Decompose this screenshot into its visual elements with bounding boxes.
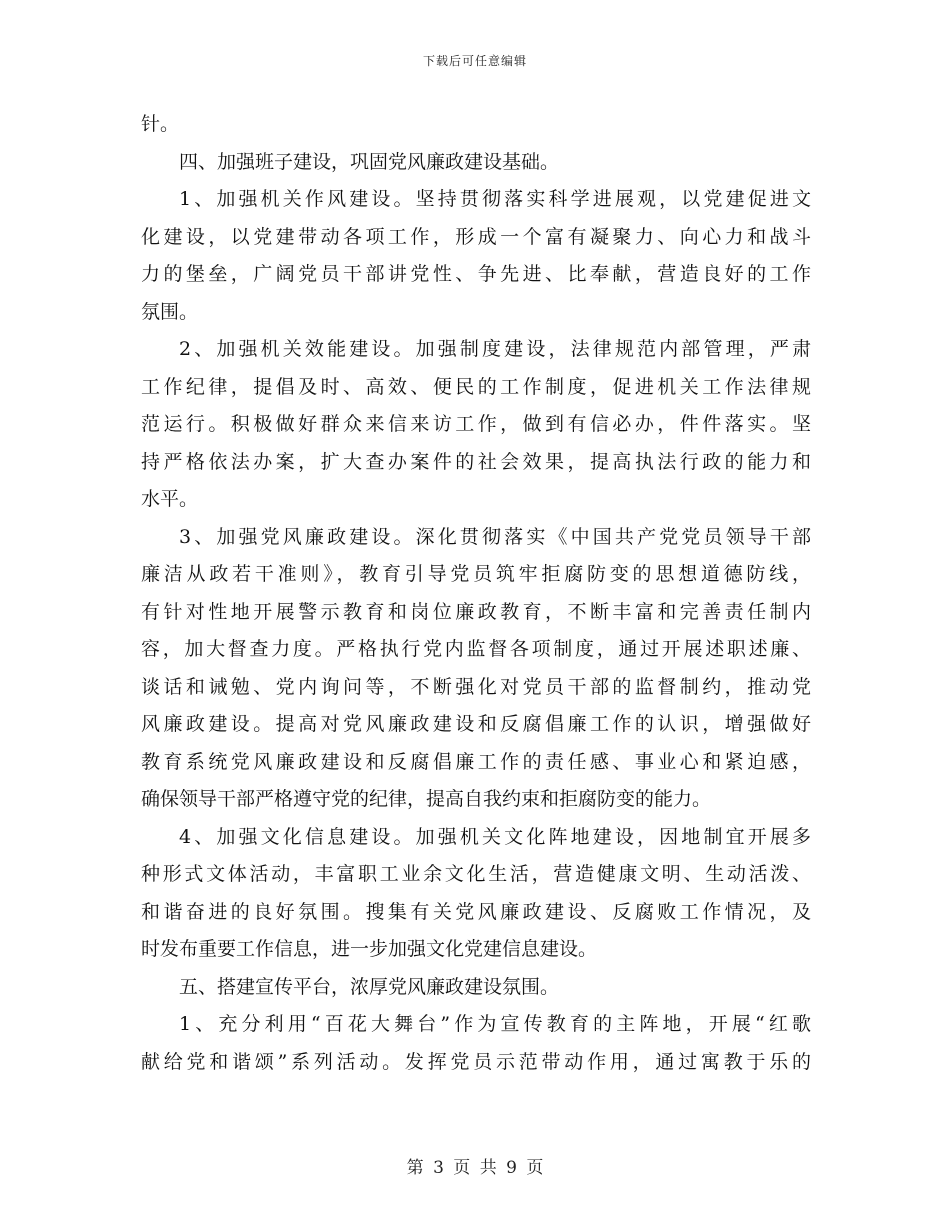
text-line: 力的堡垒，广阔党员干部讲党性、争先进、比奉献，营造良好的工作 bbox=[141, 263, 811, 285]
text-line: 种形式文体活动，丰富职工业余文化生活，营造健康文明、生动活泼、 bbox=[141, 863, 811, 885]
text-line: 风廉政建设。提高对党风廉政建设和反腐倡廉工作的认识，增强做好 bbox=[141, 713, 811, 735]
text-line: 范运行。积极做好群众来信来访工作，做到有信必办，件件落实。坚 bbox=[141, 413, 811, 435]
text-line: 持严格依法办案，扩大查办案件的社会效果，提高执法行政的能力和 bbox=[141, 450, 811, 473]
text-line: 容，加大督查力度。严格执行党内监督各项制度，通过开展述职述廉、 bbox=[141, 638, 811, 660]
page-number-footer: 第 3 页 共 9 页 bbox=[406, 1158, 544, 1178]
text-line: 确保领导干部严格遵守党的纪律，提高自我约束和拒腐防变的能力。 bbox=[141, 788, 712, 810]
text-line: 四、加强班子建设，巩固党风廉政建设基础。 bbox=[179, 150, 560, 173]
text-line: 有针对性地开展警示教育和岗位廉政教育，不断丰富和完善责任制内 bbox=[141, 600, 811, 623]
document-body bbox=[141, 106, 811, 1081]
text-line: 献给党和谐颂”系列活动。发挥党员示范带动作用，通过寓教于乐的 bbox=[141, 1050, 811, 1073]
text-line: 水平。 bbox=[141, 488, 199, 510]
page-header: 下载后可任意编辑 bbox=[422, 54, 527, 68]
text-line: 谈话和诫勉、党内询问等，不断强化对党员干部的监督制约，推动党 bbox=[141, 675, 811, 698]
text-line: 工作纪律，提倡及时、高效、便民的工作制度，促进机关工作法律规 bbox=[141, 375, 811, 398]
text-line: 五、搭建宣传平台，浓厚党风廉政建设氛围。 bbox=[179, 975, 560, 998]
text-line: 3、加强党风廉政建设。深化贯彻落实《中国共产党党员领导干部 bbox=[179, 525, 811, 548]
text-line: 针。 bbox=[141, 113, 180, 135]
text-line: 化建设，以党建带动各项工作，形成一个富有凝聚力、向心力和战斗 bbox=[141, 225, 811, 248]
text-line: 1、充分利用“百花大舞台”作为宣传教育的主阵地，开展“红歌 bbox=[179, 1013, 811, 1035]
text-line: 时发布重要工作信息，进一步加强文化党建信息建设。 bbox=[141, 938, 598, 960]
text-line: 教育系统党风廉政建设和反腐倡廉工作的责任感、事业心和紧迫感， bbox=[141, 750, 811, 773]
text-line: 氛围。 bbox=[141, 300, 199, 323]
text-line: 4、加强文化信息建设。加强机关文化阵地建设，因地制宜开展多 bbox=[179, 825, 811, 848]
text-line: 1、加强机关作风建设。坚持贯彻落实科学进展观，以党建促进文 bbox=[179, 188, 811, 210]
text-line: 2、加强机关效能建设。加强制度建设，法律规范内部管理，严肃 bbox=[179, 338, 811, 360]
text-line: 廉洁从政若干准则》，教育引导党员筑牢拒腐防变的思想道德防线， bbox=[141, 563, 811, 585]
text-line: 和谐奋进的良好氛围。搜集有关党风廉政建设、反腐败工作情况，及 bbox=[141, 900, 811, 923]
